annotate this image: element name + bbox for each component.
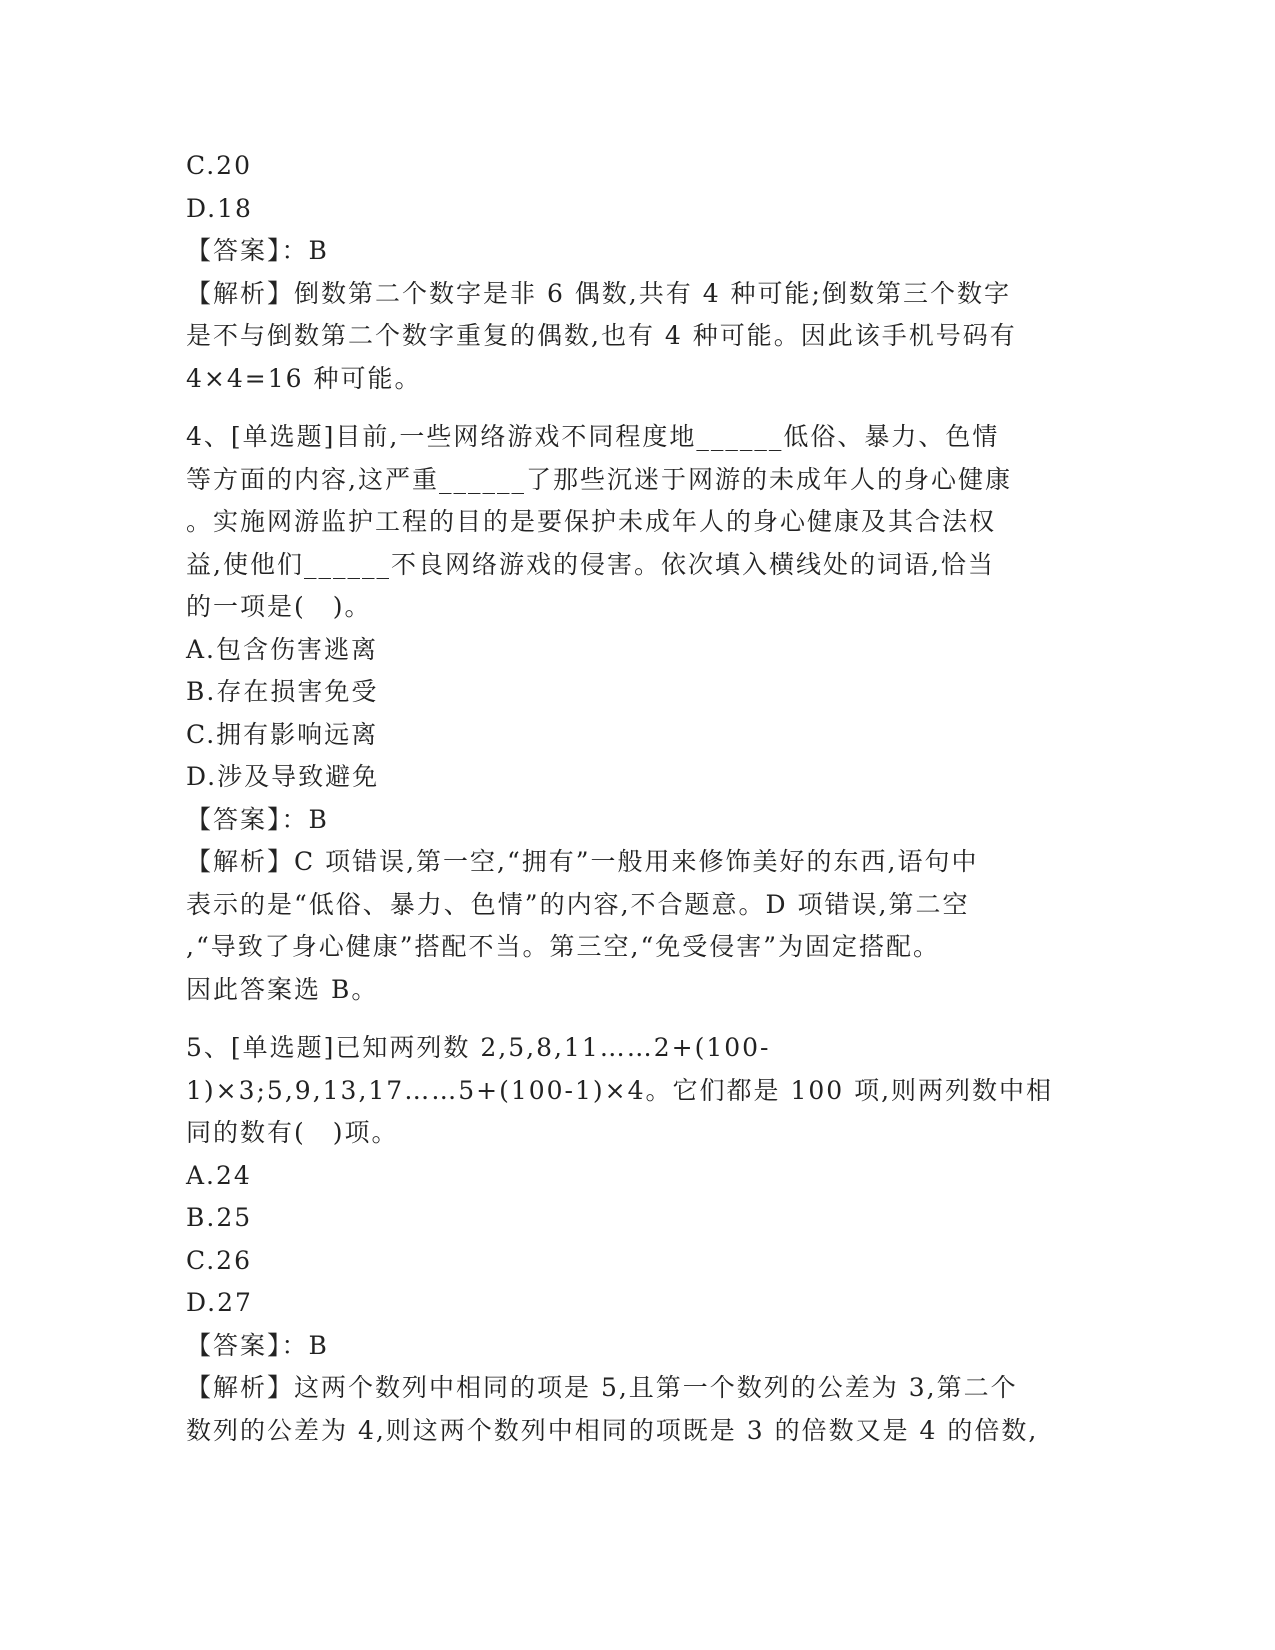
question-5 (186, 1027, 1086, 1452)
question-line: 同的数有( )项。 (186, 1118, 399, 1147)
answer-line: 【答案】：B (186, 1330, 329, 1360)
question-line: 5、[单选题]已知两列数 2,5,8,11……2+(100- (186, 1033, 771, 1062)
answer-line: 【答案】：B (186, 236, 329, 265)
option-b: B.25 (186, 1203, 253, 1232)
option-d: D.18 (186, 193, 253, 223)
answer-line: 【答案】：B (186, 804, 329, 834)
analysis-line: 数列的公差为 4,则这两个数列中相同的项既是 3 的倍数又是 4 的倍数, (186, 1415, 1039, 1445)
option-c: C.26 (186, 1245, 252, 1275)
question-line: 的一项是( )。 (186, 592, 372, 621)
analysis-line: ,“导致了身心健康”搭配不当。第三空,“免受侵害”为固定搭配。 (186, 932, 941, 961)
option-a: A.包含伤害逃离 (186, 634, 379, 664)
analysis-line: 是不与倒数第二个数字重复的偶数,也有 4 种可能。因此该手机号码有 (186, 321, 1017, 350)
analysis-line: 【解析】倒数第二个数字是非 6 偶数,共有 4 种可能;倒数第三个数字 (186, 278, 1011, 308)
question-3-tail (186, 145, 1086, 400)
option-b: B.存在损害免受 (186, 677, 379, 706)
analysis-line: 表示的是“低俗、暴力、色情”的内容,不合题意。D 项错误,第二空 (186, 889, 970, 919)
option-d: D.涉及导致避免 (186, 762, 380, 791)
analysis-line: 因此答案选 B。 (186, 974, 379, 1004)
option-c: C.20 (186, 151, 252, 180)
question-line: 4、[单选题]目前,一些网络游戏不同程度地______低俗、暴力、色情 (186, 422, 1000, 451)
option-a: A.24 (186, 1160, 252, 1190)
question-line: 益,使他们______不良网络游戏的侵害。依次填入横线处的词语,恰当 (186, 549, 995, 579)
option-d: D.27 (186, 1288, 253, 1317)
question-line: 等方面的内容,这严重______了那些沉迷于网游的未成年人的身心健康 (186, 464, 1012, 494)
question-4 (186, 416, 1086, 1011)
document-content (186, 145, 1086, 1452)
question-line: 1)×3;5,9,13,17……5+(100-1)×4。它们都是 100 项,则两列数中相 (186, 1075, 1054, 1105)
analysis-line: 4×4=16 种可能。 (186, 363, 422, 393)
analysis-line: 【解析】C 项错误,第一空,“拥有”一般用来修饰美好的东西,语句中 (186, 847, 979, 876)
analysis-line: 【解析】这两个数列中相同的项是 5,且第一个数列的公差为 3,第二个 (186, 1373, 1018, 1402)
question-line: 。实施网游监护工程的目的是要保护未成年人的身心健康及其合法权 (186, 507, 997, 536)
option-c: C.拥有影响远离 (186, 719, 379, 749)
